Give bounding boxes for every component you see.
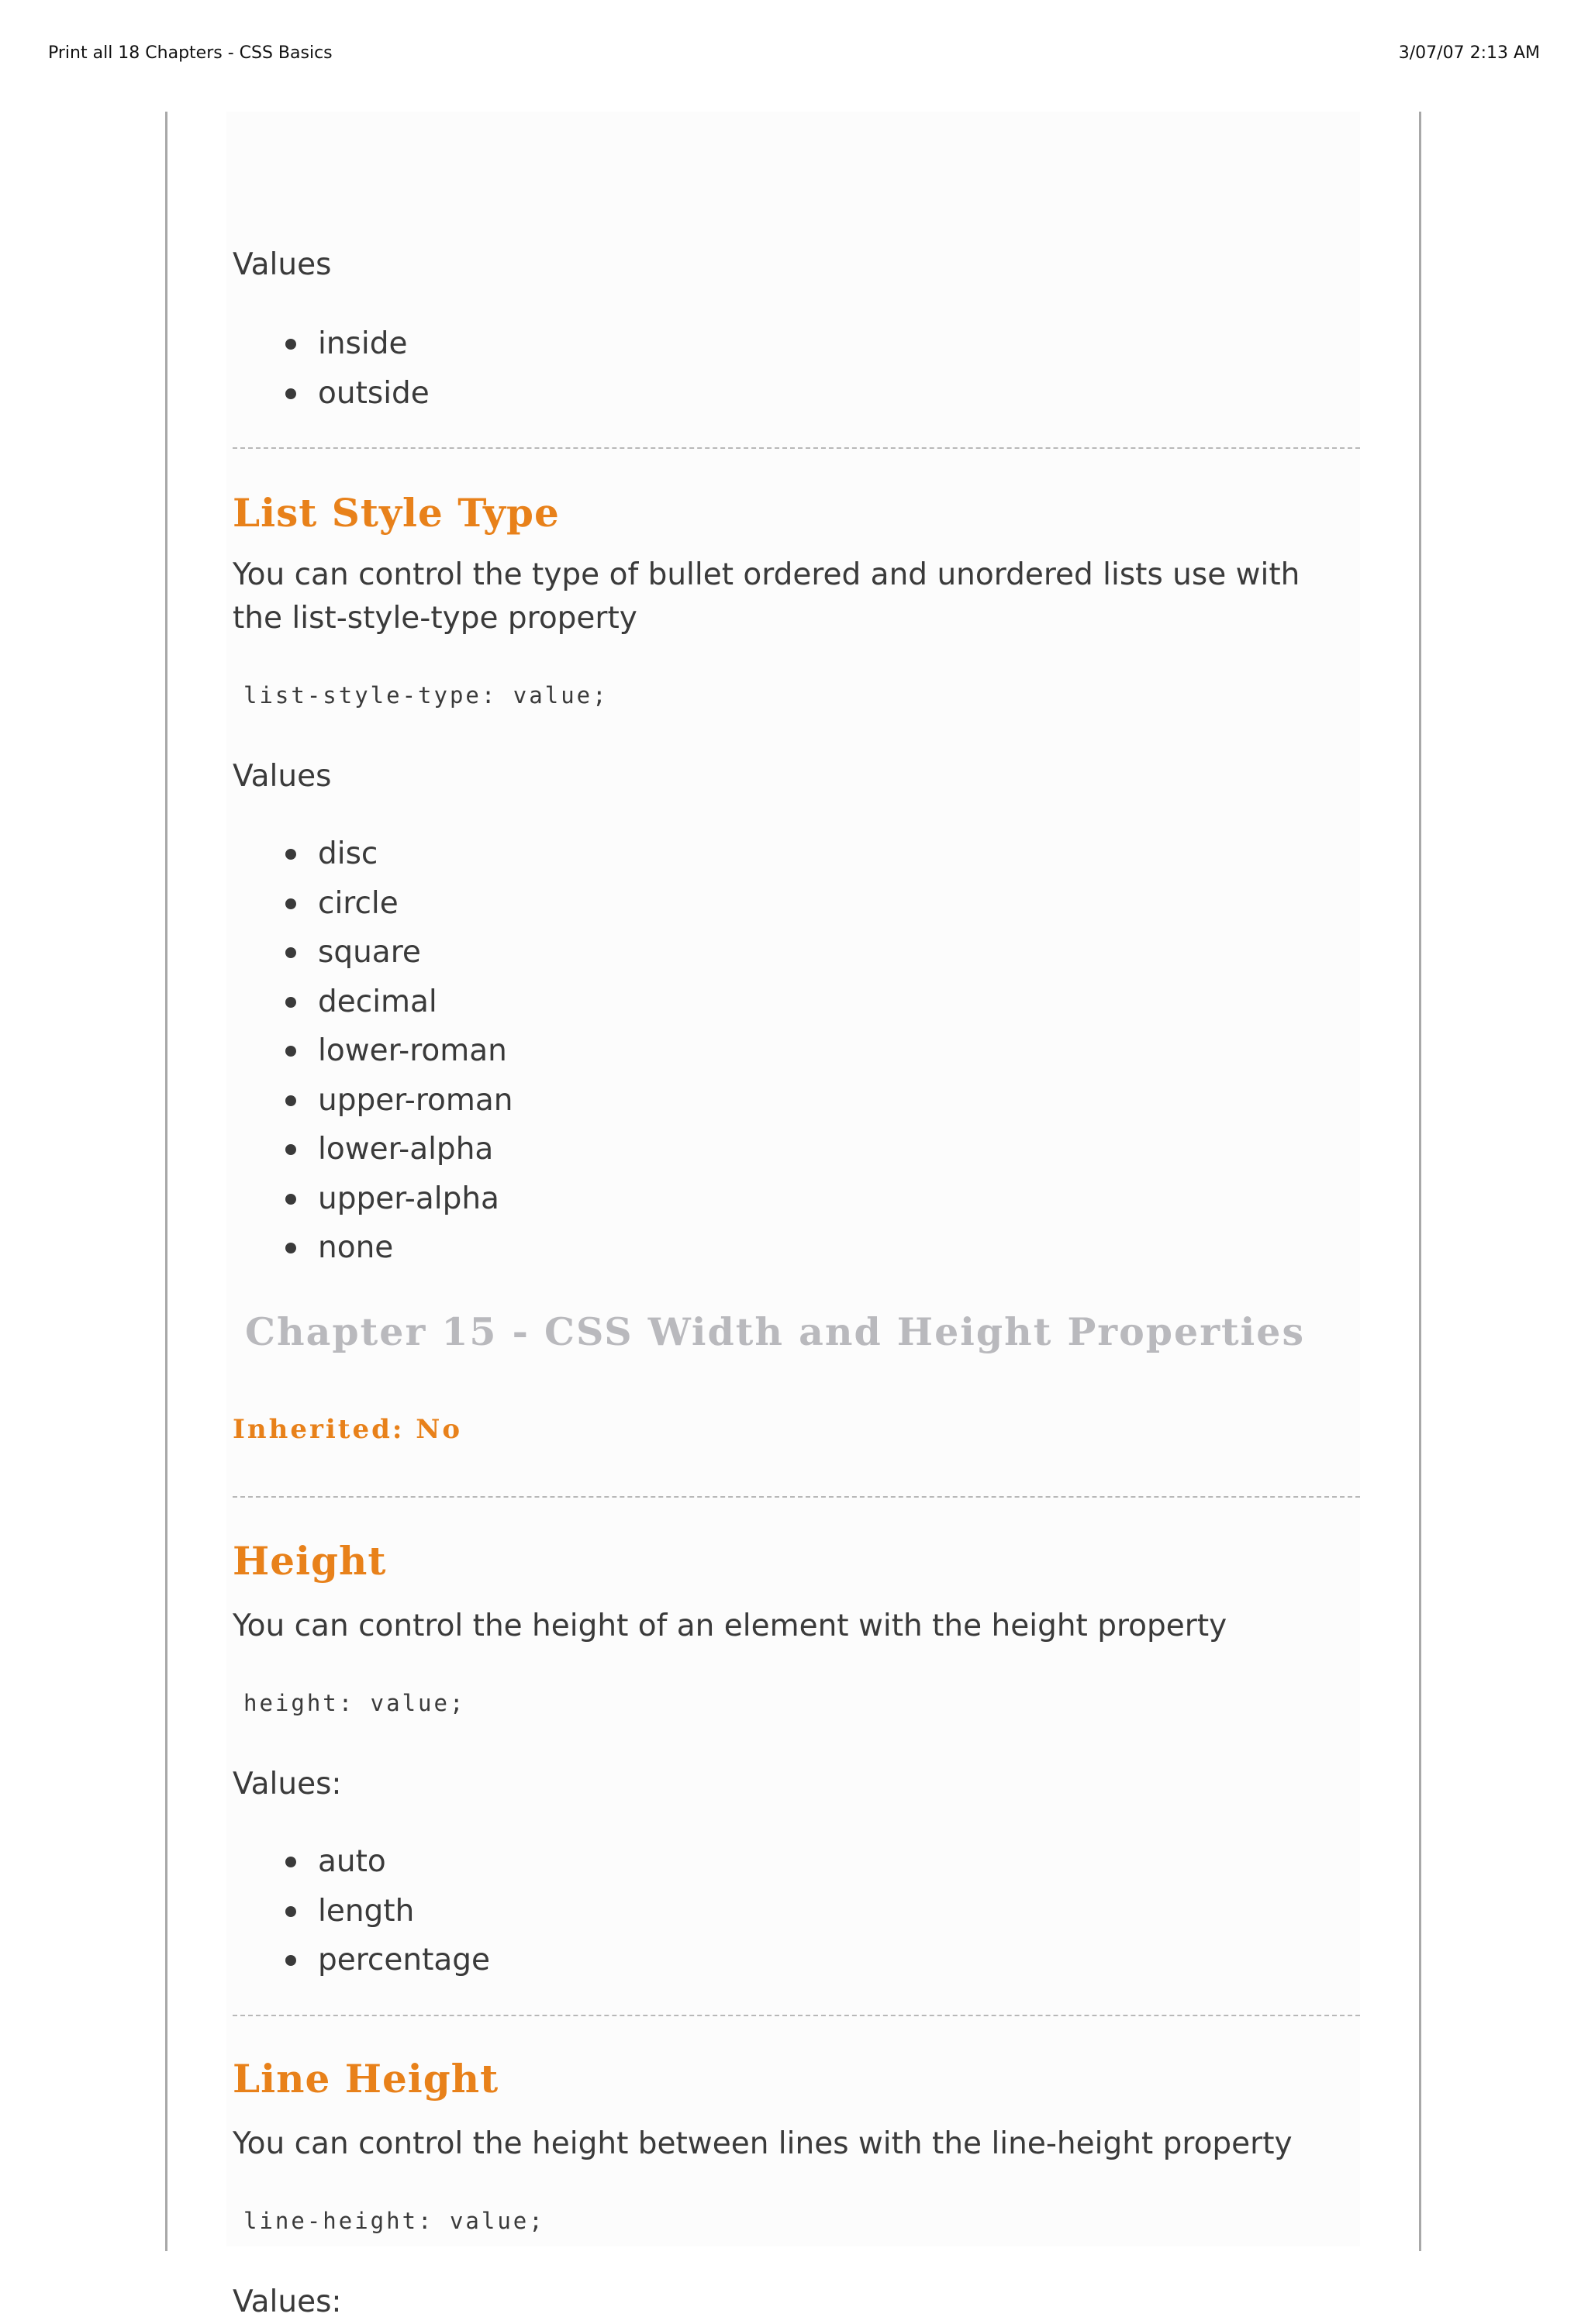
bullet-icon <box>285 997 296 1008</box>
height-values-list <box>233 1837 490 1985</box>
section-divider <box>233 447 1360 449</box>
list-item: upper-roman <box>233 1076 513 1126</box>
code-snippet: line-height: value; <box>243 2208 545 2234</box>
bullet-icon <box>285 339 296 350</box>
list-item: lower-alpha <box>233 1125 513 1174</box>
bullet-icon <box>285 1095 296 1106</box>
list-item: decimal <box>233 978 513 1027</box>
section-heading-height: Height <box>233 1538 387 1584</box>
code-snippet: height: value; <box>243 1690 466 1716</box>
inherited-label: Inherited: No <box>233 1414 463 1445</box>
bullet-icon <box>285 1857 296 1867</box>
list-style-type-description: You can control the type of bullet ordered and unordered lists use with the list-style-type property <box>233 557 1300 636</box>
bullet-icon <box>285 947 296 958</box>
list-style-type-values-list <box>233 829 513 1273</box>
section-heading-line-height: Line Height <box>233 2056 499 2102</box>
list-item: inside <box>233 319 430 369</box>
bullet-icon <box>285 1194 296 1205</box>
list-item: square <box>233 928 513 978</box>
list-item: disc <box>233 829 513 879</box>
bullet-icon <box>285 849 296 860</box>
chapter-title: Chapter 15 - CSS Width and Height Properties <box>245 1309 1306 1354</box>
bullet-icon <box>285 1955 296 1966</box>
print-title: Print all 18 Chapters - CSS Basics <box>48 43 333 63</box>
values-label: Values <box>233 247 332 282</box>
section-divider <box>233 1496 1360 1498</box>
bullet-icon <box>285 1046 296 1057</box>
list-item: none <box>233 1223 513 1273</box>
list-item: percentage <box>233 1936 490 1985</box>
code-snippet: list-style-type: value; <box>243 682 609 709</box>
list-item: circle <box>233 879 513 929</box>
print-date: 3/07/07 2:13 AM <box>1398 43 1540 63</box>
list-item: lower-roman <box>233 1026 513 1076</box>
values-label: Values: <box>233 2284 342 2319</box>
list-item: outside <box>233 369 430 419</box>
list-item: length <box>233 1887 490 1936</box>
values-label: Values: <box>233 1767 342 1802</box>
bullet-icon <box>285 1243 296 1253</box>
section-divider <box>233 2015 1360 2016</box>
section-heading-list-style-type: List Style Type <box>233 490 560 536</box>
bullet-icon <box>285 1906 296 1917</box>
bullet-icon <box>285 388 296 399</box>
line-height-description: You can control the height between lines with the line-height property <box>233 2126 1293 2161</box>
bullet-icon <box>285 898 296 909</box>
print-header <box>48 43 1540 74</box>
values-label: Values <box>233 759 332 794</box>
position-values-list <box>233 319 430 418</box>
list-item: auto <box>233 1837 490 1887</box>
bullet-icon <box>285 1144 296 1155</box>
list-item: upper-alpha <box>233 1174 513 1224</box>
content-area <box>226 112 1360 2319</box>
height-description: You can control the height of an element with the height property <box>233 1609 1227 1643</box>
